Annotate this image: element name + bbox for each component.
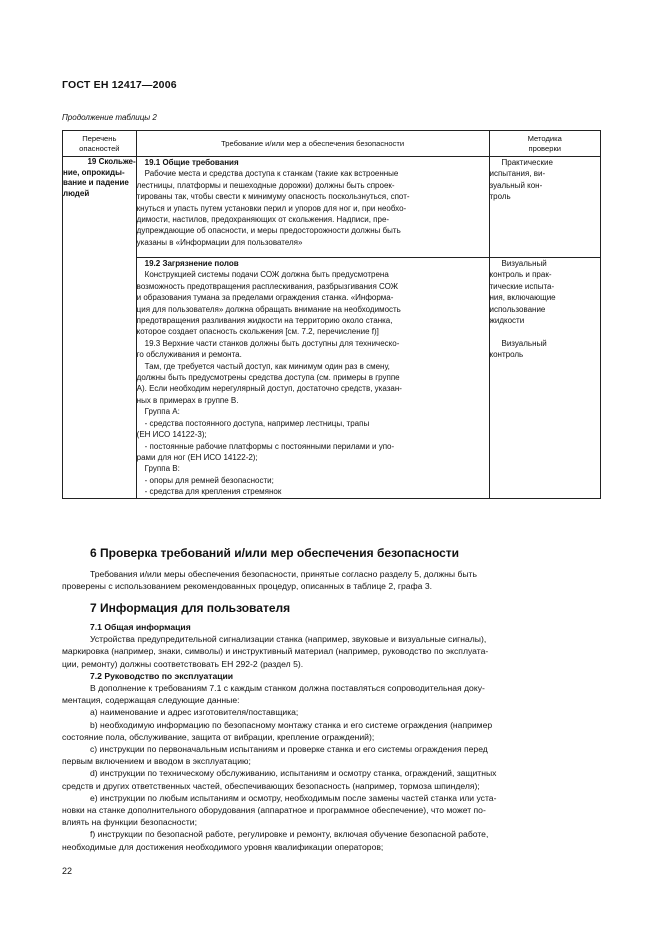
group-b-label: Группа В:	[144, 464, 180, 474]
header-hazard-list: Перечень опасностей	[63, 131, 137, 157]
header-verification: Методика проверки	[489, 131, 601, 157]
table-row	[63, 157, 601, 258]
subsection-7-1-title: 7.1 Общая информация	[90, 622, 191, 632]
requirement-title: 19.2 Загрязнение полов	[144, 259, 239, 268]
section-7-text: 7.1 Общая информация Устройства предупредительной сигнализации станка (например, звуковые и визуальные сигналы), маркировка (например, знаки, символы) и инструктивный материал (например, руководство по эксплуата- ции, ремонту) должны соответствовать ЕН 292-2 (раздел 5). 7.2 Руководство по эксплуатации В дополнение к требованиям 7.1 с каждым станком должна поставляться сопроводительная доку- ментация, содержащая следующие данные: а) наименование и адрес изготовителя/поставщика; b) необходимую информацию по безопасному монтажу станка и его системе ограждения (например состояние пола, обслуживание, защита от вибрации, крепление ограждений); c) инструкции по первоначальным испытаниям и проверке станка и его системы ограждения перед первым включением и вводом в эксплуатацию; d) инструкции по техническому обслуживанию, испытаниям и осмотру станка, ограждений, защитных средств и других ответственных частей, обеспечивающих безопасность (например, тормоза шпинделя); e) инструкции по любым испытаниям и осмотру, необходимым после замены частей станка или уста- новки на станке дополнительного оборудования (аппаратное и программное обеспечение), что может по- влиять на функции безопасности; f) инструкции по безопасной работе, регулировке и ремонту, включая обучение безопасной работе, необходимые для достижения необходимого уровня квалификации операторов;	[62, 621, 600, 853]
table-header-row	[63, 131, 601, 157]
hazard-cell: 19 Скольже- ние, опрокиды- вание и падение людей	[63, 157, 137, 499]
table-continuation-caption: Продолжение таблицы 2	[62, 113, 157, 122]
subsection-7-2-title: 7.2 Руководство по эксплуатации	[90, 670, 234, 681]
verification-cell: Практические испытания, ви- зуальный кон- троль	[489, 157, 601, 258]
page-number: 22	[62, 866, 73, 876]
standard-number: ГОСТ ЕН 12417—2006	[62, 79, 177, 91]
requirement-title: 19.1 Общие требования	[144, 158, 239, 167]
section-6-text: Требования и/или меры обеспечения безопасности, принятые согласно разделу 5, должны быть проверены с использованием рекомендованных процедур, описанных в таблице 2, графа 3.	[62, 569, 477, 592]
verification-cell: Визуальный контроль и прак- тические испыта- ния, включающие использование жидкости Визуальный контроль	[489, 258, 601, 499]
header-requirement: Требование и/или мер а обеспечения безопасности	[136, 131, 489, 157]
requirement-cell: 19.2 Загрязнение полов Конструкцией системы подачи СОЖ должна быть предусмотрена возможность предотвращения расплескивания, разбрызгивания СОЖ и образования тумана за пределами ограждения станка. «Информа- ция для пользователя» должна обращать внимание на необходимость предотвращения разливания жидкости на территорию около станка, которое создает опасность скольжения [см. 7.2, перечисление f)] 19.3 Верхние части станков должны быть доступны для техническо- го обслуживания и ремонта. Там, где требуется частый доступ, как минимум один раз в смену, должны быть предусмотрены средства доступа (см. примеры в группе А). Если необходим нерегулярный доступ, достаточно средств, указан- ных в примерах в группе В. Группа А: - средства постоянного доступа, например лестницы, трапы (ЕН ИСО 14122-3); - постоянные рабочие платформы с постоянными перилами и упо- рами для ног (ЕН ИСО 14122-2); Группа В: - опоры для ремней безопасности; - средства для крепления стремянок	[136, 258, 489, 499]
table-row	[63, 258, 601, 499]
section-7-title: 7 Информация для пользователя	[90, 601, 291, 615]
section-6-title: 6 Проверка требований и/или мер обеспечения безопасности	[90, 546, 460, 560]
hazard-table	[62, 130, 601, 499]
requirement-cell: 19.1 Общие требования Рабочие места и средства доступа к станкам (такие как встроенные лестницы, платформы и пешеходные дорожки) должны быть спроек- тированы так, чтобы свести к минимуму опасность поскользнуться, спот- кнуться и упасть путем установки перил и упоров для ног и, при необхо- димости, настилов, предохраняющих от скольжения. Надписи, пре- дупреждающие об опасности, и меры предосторожности должны быть указаны в «Информации для пользователя»	[136, 157, 489, 258]
group-a-label: Группа А:	[144, 407, 180, 417]
